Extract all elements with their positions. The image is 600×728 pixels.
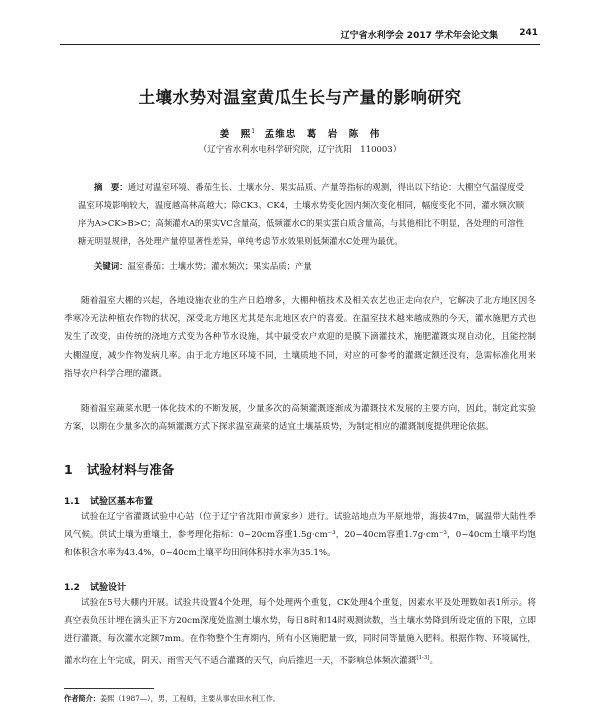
citation-ref: [1-3] [416,654,430,661]
section-1-2-title: 试验设计 [89,583,126,593]
section-1-2-text: 试验在5号大棚内开展。试验共设置4个处理，每个处理两个重复，CK处理4个重复，因素水平及处理数如表1所示。将真空表负压计埋在滴头正下方20cm深度处监测土壤水势，每日8时和14时观测读数，当土壤水势降到所设定值的下限，立即进行灌溉，每次灌水定额7mm。在作物整个生育期内，所有小区施肥量一致，同时同等量施入肥料。根据作物、环境属性，灌水均在上午完成，阴天、雨雪天气不适合灌溉的天气，向后推迟一天，不影响总体频次灌溉 [64,598,536,666]
footnote-rule [64,688,154,689]
keywords [94,260,524,272]
co-authors: 孟维忠 葛 岩 陈 伟 [264,129,381,140]
paper-title: 土壤水势对温室黄瓜生长与产量的影响研究 [138,88,462,107]
keywords-label: 关键词： [94,261,128,271]
section-1-2-end: 。 [429,655,439,666]
first-author: 姜 熙 [219,129,252,140]
page-number: 241 [519,28,538,38]
section-1-1-title: 试验区基本布置 [89,497,153,507]
section-1-title: 试验材料与准备 [86,462,175,477]
keywords-text: 温室番茄；土壤水势；灌水频次；果实品质；产量 [127,261,312,271]
intro-paragraph-1: 随着温室大棚的兴起，各地设施农业的生产日趋增多，大棚种植技术及相关农艺也正走向农户，它解决了北方地区因冬季寒冷无法种植农作物的状况，深受北方地区尤其是东北地区农户的喜爱。在温室技术越来越成熟的今天，灌水施肥方式也发生了改变，由传统的浇地方式变为各种节水设施，其中最受农户欢迎的是膜下滴灌技术，施肥灌溉实现自动化，且能控制大棚湿度，减少作物发病几率。由于北方地区环境不同，土壤质地不同，对应的可参考的灌溉定额还没有，急需标准化用来指导农户科学合理的灌溉。 [64,296,536,379]
journal-title: 辽宁省水利学会 2017 学术年会论文集 [340,31,498,41]
section-1-1-heading [64,494,153,507]
section-1-2-paragraph [64,594,536,670]
section-1-2-heading [64,580,126,593]
section-1-heading [64,460,174,478]
abstract-text: 通过对温室环境、番茄生长、土壤水分、果实品质、产量等指标的观测，得出以下结论：大棚空气温湿度受温室环境影响较大，温度越高林高越大；除CK3、CK4，土壤水势变化因内频次变化相同，幅度变化不同，灌水频次顺序为A>CK>B>C；高频灌水A的果实VC含量高，低频灌水C的果实蛋白质含量高，与其他相比不明显，各处理的可溶性糖无明显规律，各处理产量停显著性差异，单纯考虑节水效果则低频灌水C处理为最优。 [78,182,525,246]
abstract-label: 摘 要： [94,182,128,192]
section-1-1-paragraph: 试验在辽宁省灌溉试验中心站（位于辽宁省沈阳市黄家乡）进行。试验站地点为平原地带，海拔47m，属温带大陆性季风气候。供试土壤为重壤土，参考理化指标：0~20cm容重1.5g·cm⁻³，20~40cm容重1.7g·cm⁻³，0~40cm土壤平均饱和体积含水率为43.4%，0~40cm土壤平均田间体积持水率为35.1%。 [64,512,536,559]
section-1-1-number: 1.1 [64,497,80,507]
author-affil-marker: 1 [251,127,257,135]
affiliation: （辽宁省水利水电科学研究院，辽宁沈阳 110003） [198,145,402,155]
abstract [78,178,524,250]
running-header [60,22,540,45]
section-1-2-number: 1.2 [64,583,80,593]
intro-paragraph-2: 随着温室蔬菜水肥一体化技术的不断发展，少量多次的高频灌溉逐渐成为灌溉技术发展的主要方向，因此，制定此实验方案，以期在少量多次的高频灌溉方式下探求温室蔬菜的适宜土壤基质势，为制定相应的灌溉制度提供理论依据。 [64,404,536,433]
author-list [0,126,600,140]
author-footnote [64,694,280,704]
footnote-text: 姜熙（1987—），男，工程师，主要从事农田水利工作。 [99,694,280,703]
footnote-label: 作者简介： [64,694,100,703]
section-1-number: 1 [64,462,73,477]
